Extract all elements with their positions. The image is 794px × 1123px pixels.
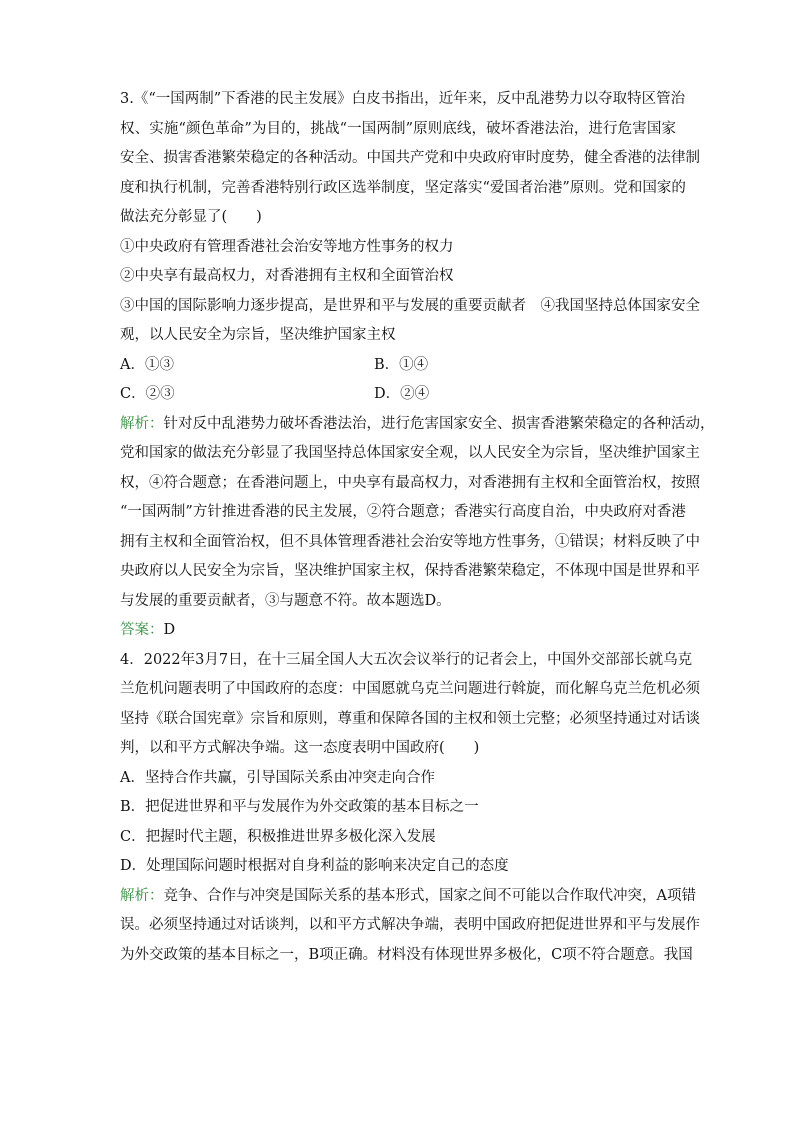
q3-analysis-line: 与发展的重要贡献者，③与题意不符。故本题选D。 <box>120 592 451 609</box>
q3-answer-label: 答案： <box>120 622 164 638</box>
q3-option-c: C．②③ <box>120 386 175 402</box>
q4-stem-line: 兰危机问题表明了中国政府的态度：中国愿就乌克兰问题进行斡旋，而化解乌克兰危机必须 <box>120 681 700 697</box>
question-4 <box>120 646 700 971</box>
q3-option-d: D．②④ <box>374 386 430 402</box>
q3-statement: 观，以人民安全为宗旨，坚决维护国家主权 <box>120 327 396 343</box>
q3-analysis-line <box>120 410 715 440</box>
q3-analysis-line: 党和国家的做法充分彰显了我国坚持总体国家安全观，以人民安全为宗旨，坚决维护国家主 <box>120 445 700 461</box>
document-page <box>120 85 715 970</box>
q4-stem-line: 判，以和平方式解决争端。这一态度表明中国政府( ) <box>120 740 480 756</box>
q3-analysis-line: 权，④符合题意；在香港问题上，中央享有最高权力，对香港拥有主权和全面管治权，按照 <box>120 474 700 491</box>
q3-analysis-line: 拥有主权和全面管治权，但不具体管理香港社会治安等地方性事务，①错误；材料反映了中 <box>120 533 700 550</box>
q4-analysis-line: 误。必须坚持通过对话谈判，以和平方式解决争端，表明中国政府把促进世界和平与发展作 <box>120 917 700 933</box>
q4-stem-line: 4．2022年3月7日，在十三届全国人大五次会议举行的记者会上，中国外交部部长就乌克 <box>120 651 693 668</box>
q3-analysis-line: “一国两制”方针推进香港的民主发展，②符合题意；香港实行高度自治，中央政府对香港 <box>120 504 686 520</box>
q3-stem-line: 度和执行机制，完善香港特别行政区选举制度，坚定落实“爱国者治港”原则。党和国家的 <box>120 179 686 196</box>
q3-stem-line: 3.《“一国两制”下香港的民主发展》白皮书指出，近年来，反中乱港势力以夺取特区管治 <box>120 91 686 107</box>
q4-option-c: C．把握时代主题，积极推进世界多极化深入发展 <box>120 828 436 845</box>
q4-analysis-line <box>120 882 696 912</box>
q4-analysis-label: 解析： <box>120 887 164 904</box>
q4-analysis-text: 竞争、合作与冲突是国际关系的基本形式，国家之间不可能以合作取代冲突，A项错 <box>163 887 696 904</box>
q3-statement: ①中央政府有管理香港社会治安等地方性事务的权力 <box>120 238 454 255</box>
q3-stem-line: 做法充分彰显了( ) <box>120 209 262 225</box>
q3-analysis-line: 央政府以人民安全为宗旨，坚决维护国家主权，保持香港繁荣稳定，不体现中国是世界和平 <box>120 563 700 579</box>
q3-options-row-1 <box>120 351 676 381</box>
q3-stem-line: 权、实施“颜色革命”为目的，挑战“一国两制”原则底线，破坏香港法治，进行危害国家 <box>120 120 676 137</box>
q4-option-b: B．把促进世界和平与发展作为外交政策的基本目标之一 <box>120 799 479 815</box>
q4-stem-line: 坚持《联合国宪章》宗旨和原则，尊重和保障各国的主权和领土完整；必须坚持通过对话谈 <box>120 710 700 727</box>
q3-statement: ③中国的国际影响力逐步提高，是世界和平与发展的重要贡献者 ④我国坚持总体国家安全 <box>120 297 700 314</box>
q3-analysis-label: 解析： <box>120 415 164 432</box>
question-3 <box>120 85 715 646</box>
q3-option-a: A．①③ <box>120 356 174 373</box>
q4-option-d: D．处理国际问题时根据对自身利益的影响来决定自己的态度 <box>120 858 509 874</box>
q3-analysis-text: 针对反中乱港势力破坏香港法治，进行危害国家安全、损害香港繁荣稳定的各种活动， <box>163 415 715 432</box>
q3-options-row-2 <box>120 380 676 410</box>
q3-answer <box>120 616 676 646</box>
q4-option-a: A．坚持合作共赢，引导国际关系由冲突走向合作 <box>120 769 435 786</box>
q4-analysis-line: 为外交政策的基本目标之一，B项正确。材料没有体现世界多极化，C项不符合题意。我国 <box>120 946 693 963</box>
q3-stem-line: 安全、损害香港繁荣稳定的各种活动。中国共产党和中央政府审时度势，健全香港的法律制 <box>120 150 700 166</box>
q3-option-b: B．①④ <box>374 356 429 373</box>
q3-statement: ②中央享有最高权力，对香港拥有主权和全面管治权 <box>120 268 454 284</box>
q3-answer-value: D <box>163 622 176 638</box>
